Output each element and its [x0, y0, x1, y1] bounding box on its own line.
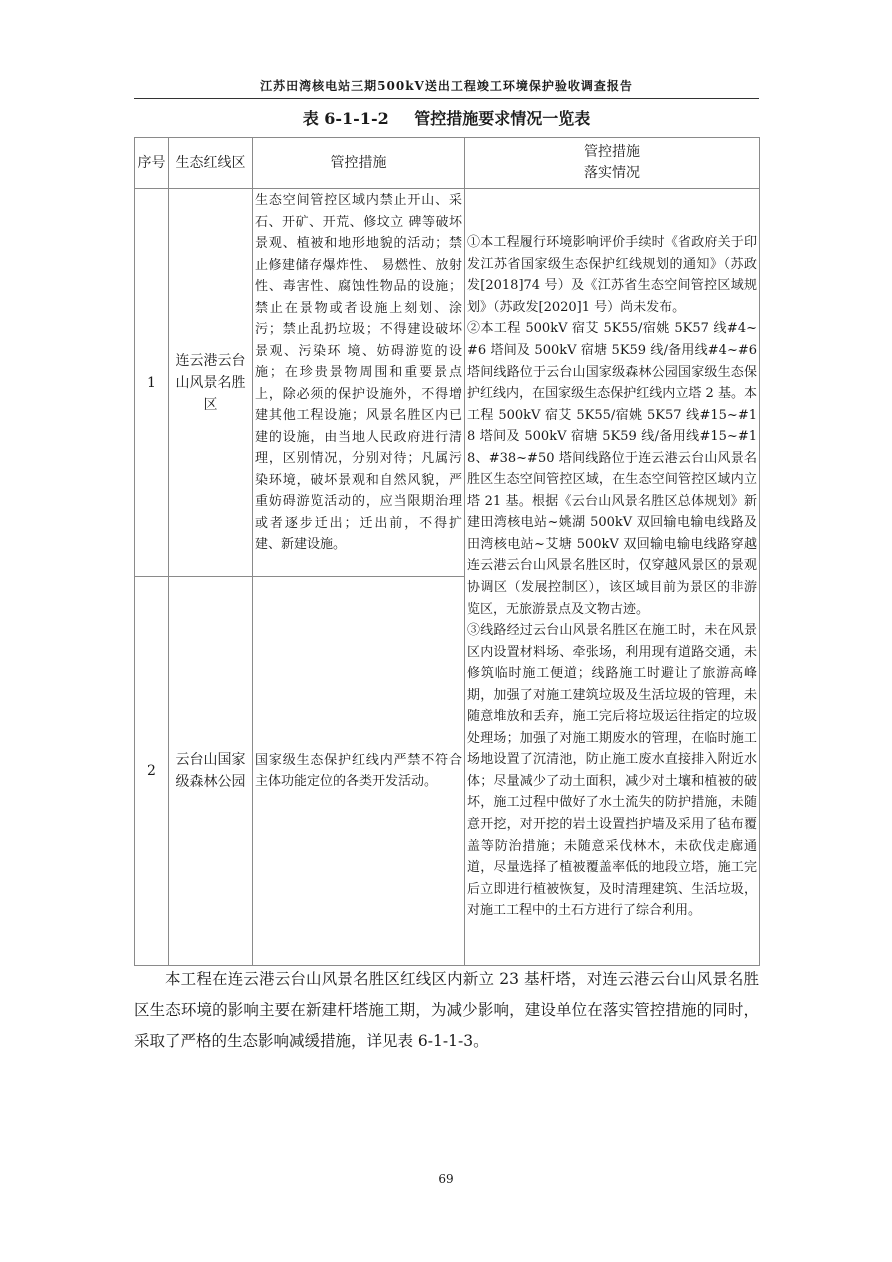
row1-zone: [169, 189, 253, 577]
table-number: 表 6-1-1-2: [302, 109, 389, 128]
row1-zone-text: 连云港云台山风景名胜区: [175, 352, 246, 413]
row2-zone: [169, 577, 253, 966]
header-status-line1: 管控措施: [584, 144, 640, 160]
status-cell: [465, 189, 760, 966]
table-header-row: [135, 138, 760, 189]
row2-seq: 2: [135, 577, 169, 966]
status-item-1: ①本工程履行环境影响评价手续时《省政府关于印发江苏省国家级生态保护红线规划的通知》（苏政发[2018]74 号）及《江苏省生态空间管控区域规划》（苏政发[2020]1 号）尚未发布。: [467, 235, 757, 315]
row2-zone-text: 云台山国家级森林公园: [175, 752, 246, 790]
table-row: [135, 189, 760, 577]
body-paragraph: 本工程在连云港云台山风景名胜区红线区内新立 23 基杆塔，对连云港云台山风景名胜区生态环境的影响主要在新建杆塔施工期，为减少影响，建设单位在落实管控措施的同时，采取了严格的生态影响减缓措施，详见表 6-1-1-3。: [134, 970, 759, 1050]
header-status-line2: 落实情况: [584, 165, 640, 181]
header-status: [465, 138, 760, 189]
row1-measures-text: 生态空间管控区域内禁止开山、采石、开矿、开荒、修坟立 碑等破坏景观、植被和地形地貌的活动；禁止修建储存爆炸性、 易燃性、放射性、毒害性、腐蚀性物品的设施；禁止在景物或者设施上刻划、涂污；禁止乱扔垃圾；不得建设破坏景观、污染环 境、妨碍游览的设施；在珍贵景物周围和重要景点上，除必须的保护设施外，不得增建其他工程设施；风景名胜区内已建的设施，由当地人民政府进行清理，区别情况，分别对待；凡属污染环境，破坏景观和自然风貌，严重妨碍游览活动的，应当限期治理或者逐步迁出；迁出前，不得扩建、新建设施。: [255, 193, 462, 552]
row2-measures-text: 国家级生态保护红线内严禁不符合主体功能定位的各类开发活动。: [255, 752, 462, 789]
row1-measures: [253, 189, 465, 577]
status-item-2: ②本工程 500kV 宿艾 5K55/宿姚 5K57 线#4~#6 塔间及 500kV 宿塘 5K59 线/备用线#4~#6 塔间线路位于云台山国家级森林公园国家级生态保护红线内，在国家级生态保护红线内立塔 2 基。本工程 500kV 宿艾 5K55/宿姚 5K57 线#15~#18 塔间及 500kV 宿塘 5K59 线/备用线#15~#18、#38~#50 塔间线路位于连云港云台山风景名胜区生态空间管控区域，在生态空间管控区域内立塔 21 基。根据《云台山风景名胜区总体规划》新建田湾核电站~姚湖 500kV 双回输电输电线路及田湾核电站~艾塘 500kV 双回输电输电线路穿越连云港云台山风景名胜区时，仅穿越风景区的景观协调区（发展控制区），该区域目前为景区的非游览区，无旅游景点及文物古迹。: [467, 321, 757, 617]
page-number: 69: [438, 1172, 454, 1186]
document-header: 江苏田湾核电站三期500kV送出工程竣工环境保护验收调查报告: [134, 74, 759, 99]
table-caption: [134, 107, 759, 131]
row2-measures: [253, 577, 465, 966]
header-seq: 序号: [135, 138, 169, 189]
control-measures-table: [134, 137, 760, 966]
table-title: 管控措施要求情况一览表: [414, 109, 591, 128]
row1-seq: 1: [135, 189, 169, 577]
header-measures: 管控措施: [253, 138, 465, 189]
status-item-3: ③线路经过云台山风景名胜区在施工时，未在风景区内设置材料场、牵张场，利用现有道路交通，未修筑临时施工便道；线路施工时避让了旅游高峰期，加强了对施工建筑垃圾及生活垃圾的管理，未随意堆放和丢弃，施工完后将垃圾运往指定的垃圾处理场；加强了对施工期废水的管理，在临时施工场地设置了沉清池，防止施工废水直接排入附近水体；尽量减少了动土面积，减少对土壤和植被的破坏，施工过程中做好了水土流失的防护措施，未随意开挖，对开挖的岩土设置挡护墙及采用了毡布覆盖等防治措施；未随意采伐林木，未砍伐走廊通道，尽量选择了植被覆盖率低的地段立塔，施工完后立即进行植被恢复，及时清理建筑、生活垃圾，对施工工程中的土石方进行了综合利用。: [467, 623, 757, 919]
header-zone: 生态红线区: [169, 138, 253, 189]
